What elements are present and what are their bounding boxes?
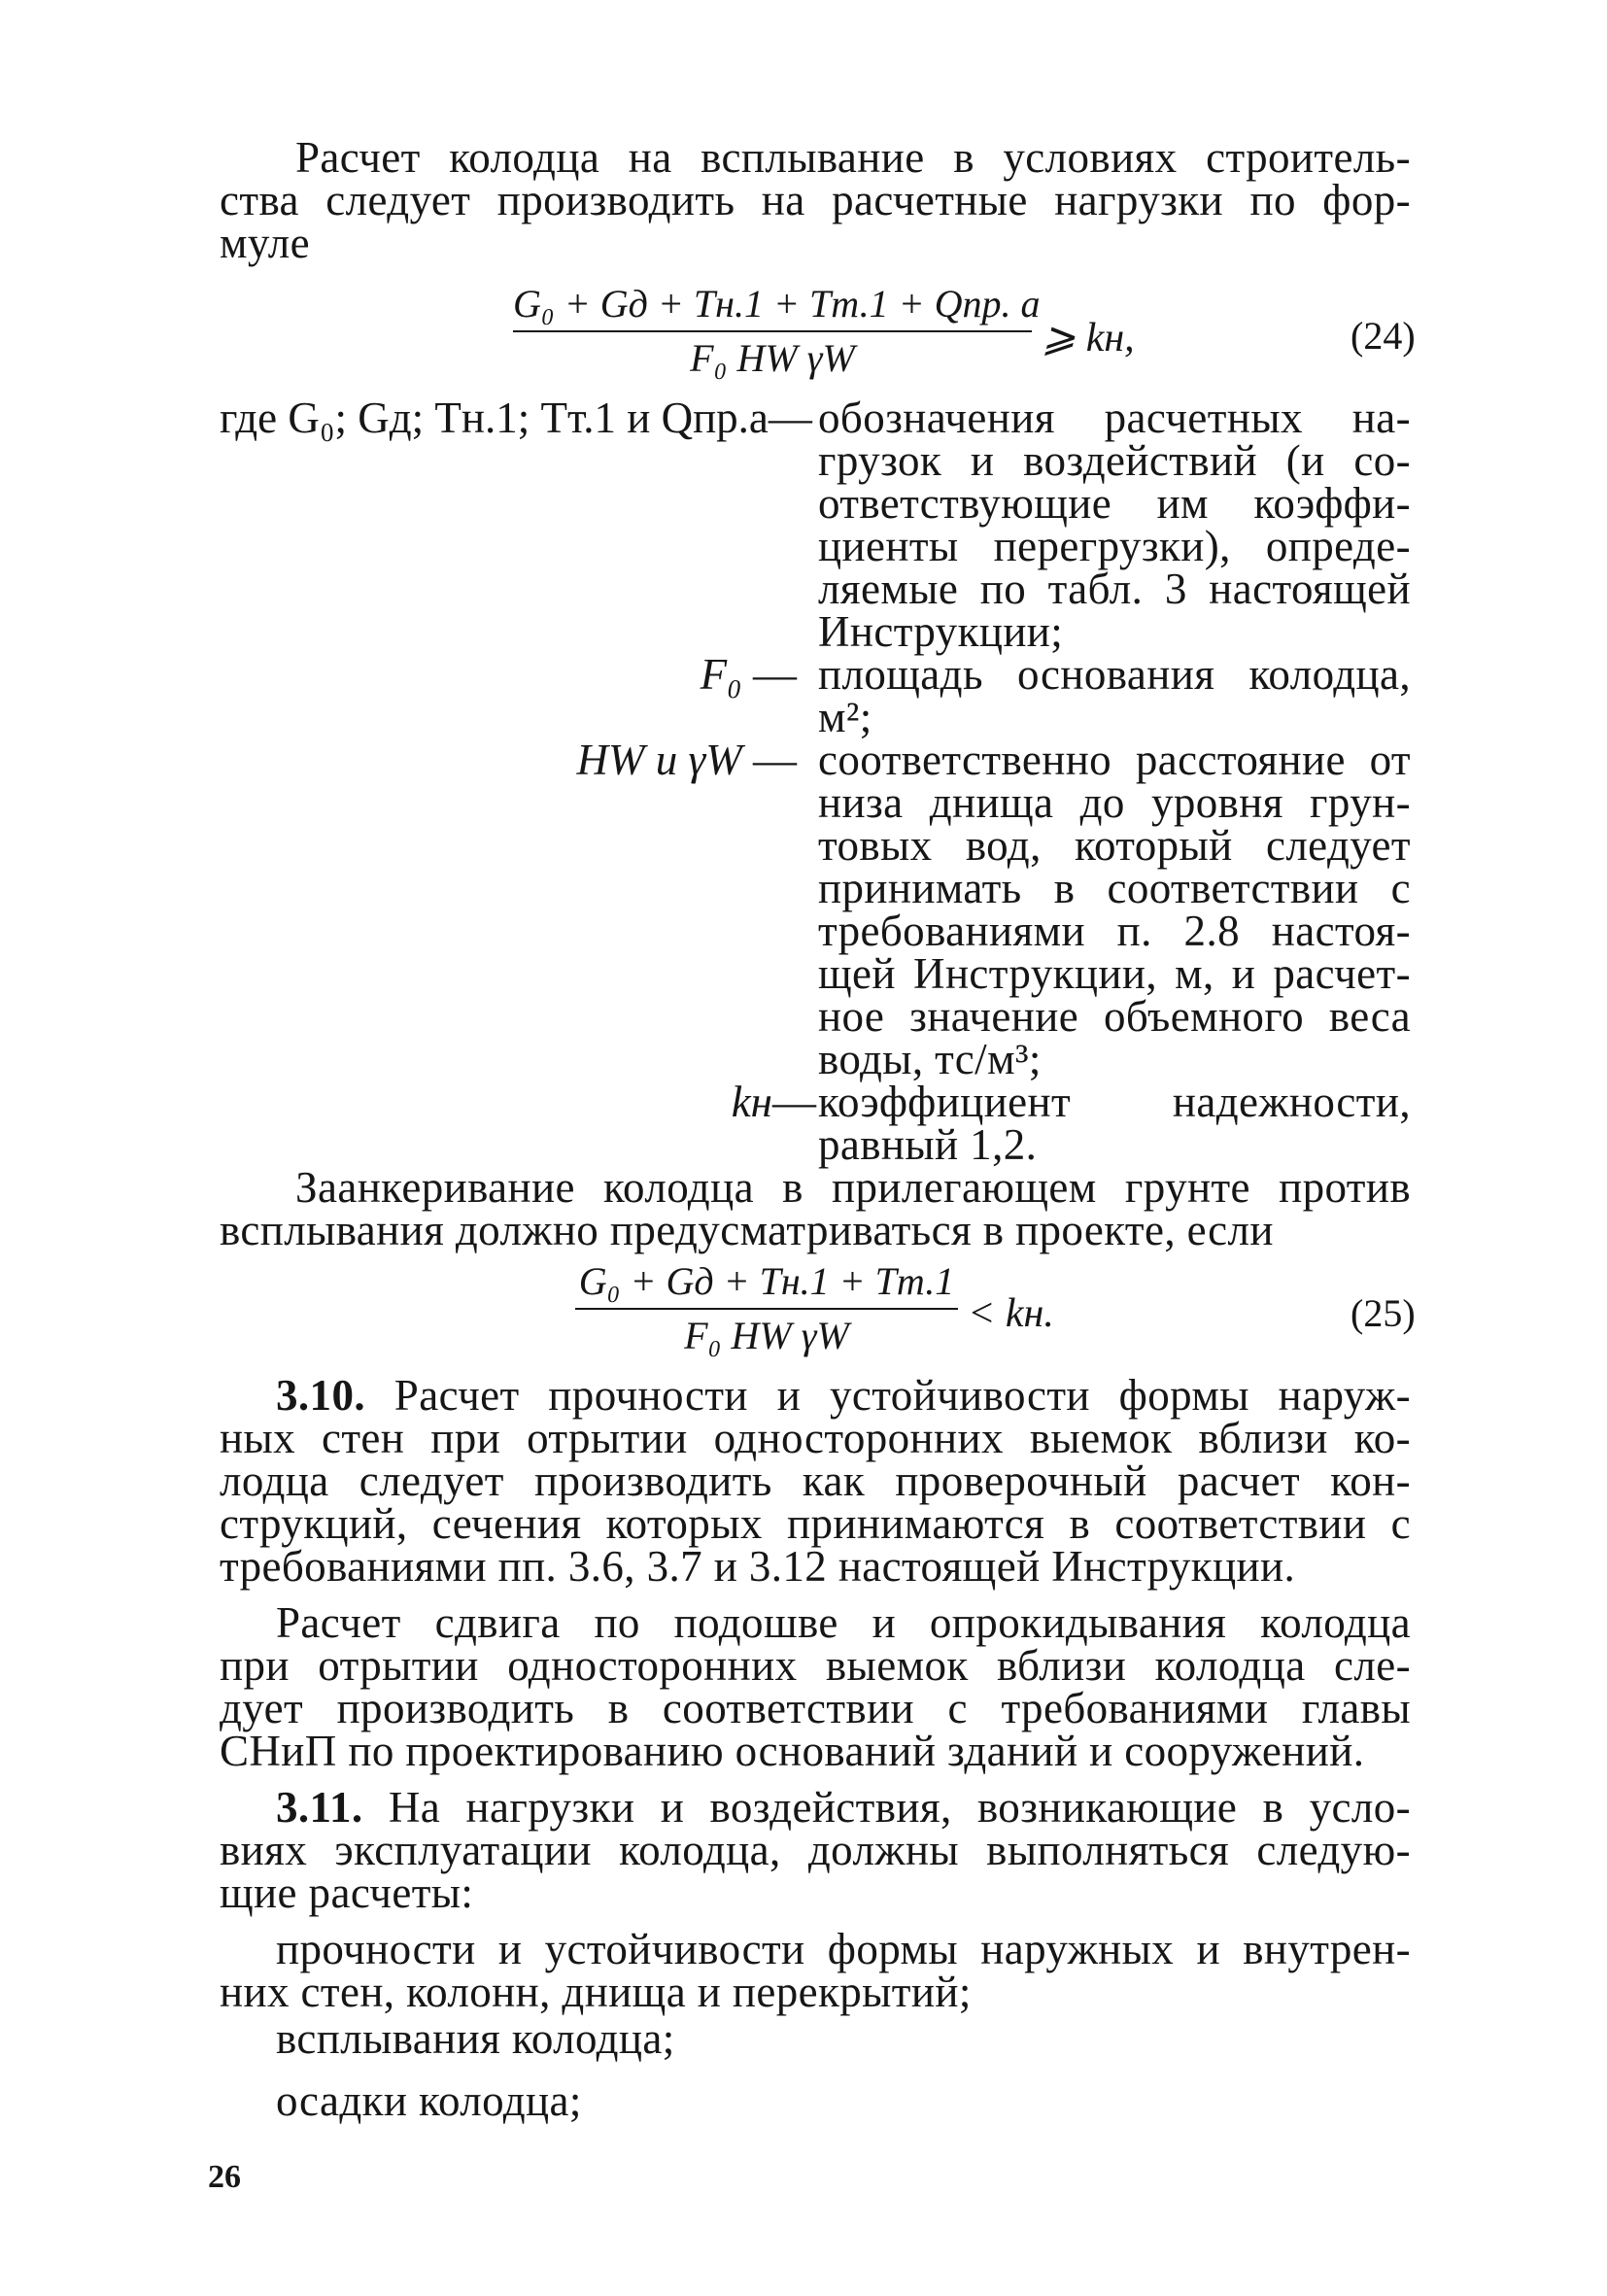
formula-24-relation: ⩾ kн,: [1042, 316, 1135, 360]
definition-line: коэффициент надежности,: [818, 1078, 1411, 1126]
section-number: 3.11.: [276, 1783, 363, 1832]
definition-symbol-loads: где G₀; Gд; Tн.1; Tт.1 и Qпр.а—: [220, 394, 812, 442]
paragraph-line: муле: [220, 219, 311, 267]
list-item: [220, 2076, 1411, 2125]
paragraph-line: лодца следует производить как проверочный расчет кон-: [220, 1456, 1411, 1505]
paragraph-line: 3.10. Расчет прочности и устойчивости формы наруж-: [276, 1371, 1411, 1420]
paragraph-line: ства следует производить на расчетные нагрузки по фор-: [220, 176, 1411, 224]
paragraph-line: дует производить в соответствии с требованиями главы: [220, 1684, 1411, 1732]
paragraph-line: 3.11. На нагрузки и воздействия, возникающие в усло-: [276, 1783, 1411, 1832]
definition-line: циенты перегрузки), опреде-: [818, 522, 1411, 570]
paragraph-line: Расчет сдвига по подошве и опрокидывания колодца: [276, 1598, 1411, 1647]
definition-line: ное значение объемного веса: [818, 992, 1411, 1041]
definition-line: ответствующие им коэффи-: [818, 479, 1411, 528]
definition-line: Инструкции;: [818, 607, 1064, 656]
equation-number-24: (24): [1351, 314, 1416, 358]
formula-24-numerator: G₀ + Gд + Tн.1 + Tт.1 + Qпр. а: [513, 282, 1041, 326]
equation-number-25: (25): [1351, 1291, 1416, 1335]
definition-symbol-hw: HW и γW —: [576, 736, 797, 784]
definition-line: воды, тс/м³;: [818, 1035, 1042, 1083]
paragraph-line: прочности и устойчивости формы наружных и внутрен-: [276, 1925, 1411, 1973]
definition-line: щей Инструкции, м, и расчет-: [818, 949, 1411, 998]
paragraph-1: [220, 133, 1411, 267]
page-number: 26: [208, 2159, 241, 2195]
definition-line: ляемые по табл. 3 настоящей: [818, 565, 1411, 613]
formula-25-denominator: F₀ HW γW: [684, 1314, 849, 1357]
paragraph-3: [220, 1598, 1411, 1775]
definition-line: принимать в соответствии с: [818, 864, 1411, 912]
list-item: [220, 2014, 1411, 2063]
definition-line: товых вод, который следует: [818, 821, 1411, 870]
paragraph-line: них стен, колонн, днища и перекрытий;: [220, 1968, 972, 2016]
definition-line: площадь основания колодца,: [818, 650, 1411, 699]
definition-line: требованиями п. 2.8 настоя-: [818, 907, 1411, 955]
definition-text-f0: [818, 650, 1411, 741]
paragraph-line: струкций, сечения которых принимаются в соответствии с: [220, 1499, 1411, 1548]
formula-25-fraction: [575, 1259, 958, 1358]
paragraph-2: [220, 1163, 1411, 1254]
paragraph-line: требованиями пп. 3.6, 3.7 и 3.12 настоящей Инструкции.: [220, 1542, 1296, 1591]
section-3-11: [220, 1783, 1411, 1917]
paragraph-line: ных стен при отрытии односторонних выемок вблизи ко-: [220, 1414, 1411, 1462]
definition-text-kn: [818, 1078, 1411, 1169]
paragraph-line: всплывания колодца;: [276, 2014, 675, 2063]
definition-text-loads: [818, 394, 1411, 656]
paragraph-line: виях эксплуатации колодца, должны выполняться следую-: [220, 1826, 1411, 1874]
definition-text-hw: [818, 736, 1411, 1083]
paragraph-line: осадки колодца;: [276, 2076, 582, 2125]
paragraph-line: Заанкеривание колодца в прилегающем грунте против: [295, 1163, 1411, 1212]
paragraph-line: щие расчеты:: [220, 1868, 474, 1917]
formula-25-relation: < kн.: [968, 1291, 1054, 1336]
paragraph-line: при отрытии односторонних выемок вблизи колодца сле-: [220, 1641, 1411, 1690]
definition-line: м²;: [818, 693, 872, 741]
definition-symbol-kn: kн—: [731, 1078, 816, 1126]
definition-line: грузок и воздействий (и со-: [818, 436, 1411, 485]
formula-24-denominator: F₀ HW γW: [690, 336, 855, 380]
definition-line: обозначения расчетных на-: [818, 394, 1411, 442]
section-3-10: [220, 1371, 1411, 1591]
paragraph-line: всплывания должно предусматриваться в проекте, если: [220, 1206, 1274, 1254]
definition-line: соответственно расстояние от: [818, 736, 1411, 784]
definition-symbol-f0: F₀ —: [700, 650, 797, 699]
section-number: 3.10.: [276, 1371, 365, 1420]
definition-line: равный 1,2.: [818, 1120, 1038, 1169]
formula-24-fraction: [513, 282, 1041, 381]
fraction-bar: [575, 1308, 958, 1310]
formula-25-numerator: G₀ + Gд + Tн.1 + Tт.1: [578, 1259, 955, 1303]
paragraph-line: СНиП по проектированию оснований зданий и сооружений.: [220, 1727, 1365, 1775]
list-item: [220, 1925, 1411, 2016]
fraction-bar: [513, 330, 1032, 332]
paragraph-line: Расчет колодца на всплывание в условиях строитель-: [295, 133, 1411, 182]
definition-line: низа днища до уровня грун-: [818, 778, 1411, 827]
